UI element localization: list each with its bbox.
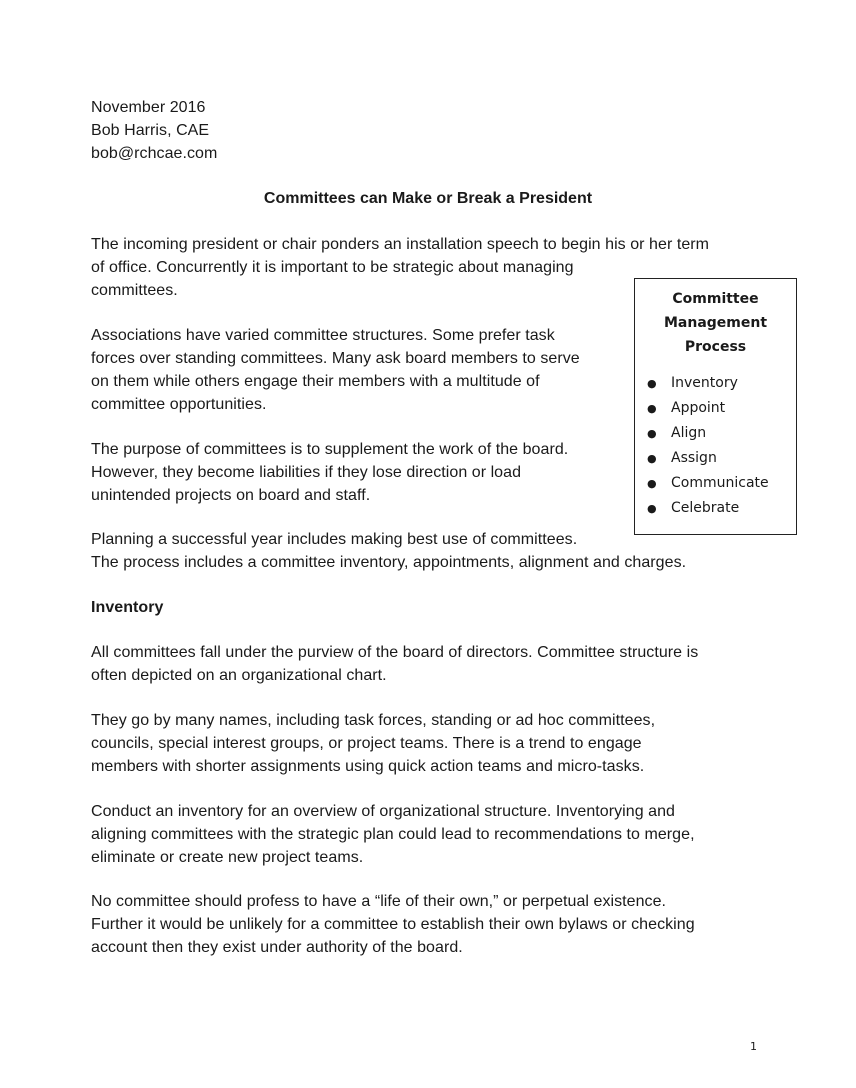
list-item [635, 371, 796, 396]
section-heading-inventory: Inventory [91, 599, 164, 616]
email-line: bob@rchcae.com [91, 145, 218, 162]
date-line: November 2016 [91, 99, 206, 116]
sidebar-title-line: Committee [672, 291, 759, 307]
list-item-label: Appoint [671, 400, 726, 416]
list-item-label: Inventory [671, 375, 738, 391]
bullet-icon: ● [647, 452, 657, 465]
bullet-icon: ● [647, 427, 657, 440]
intro-line: of office. Concurrently it is important to be strategic about managing [91, 259, 574, 276]
inventory-paragraph-line: aligning committees with the strategic plan could lead to recommendations to merge, [91, 826, 695, 843]
list-item-label: Celebrate [671, 500, 740, 516]
list-item-label: Communicate [671, 475, 769, 491]
process-sidebar-box [634, 278, 797, 535]
sidebar-title-line: Process [684, 339, 747, 355]
list-item-label: Assign [671, 450, 717, 466]
structures-line: on them while others engage their members with a multitude of [91, 373, 540, 390]
inventory-paragraph-line: No committee should profess to have a “life of their own,” or perpetual existence. [91, 893, 667, 910]
intro-line: committees. [91, 282, 178, 299]
inventory-paragraph-line: eliminate or create new project teams. [91, 849, 364, 866]
purpose-line: The purpose of committees is to supplement the work of the board. [91, 441, 569, 458]
inventory-paragraph-line: All committees fall under the purview of the board of directors. Committee structure is [91, 644, 699, 661]
list-item [635, 496, 796, 521]
inventory-paragraph-line: councils, special interest groups, or project teams. There is a trend to engage [91, 735, 642, 752]
structures-line: committee opportunities. [91, 396, 267, 413]
author-line: Bob Harris, CAE [91, 122, 210, 139]
inventory-paragraph-line: Conduct an inventory for an overview of organizational structure. Inventorying and [91, 803, 675, 820]
page-number: 1 [750, 1040, 757, 1053]
inventory-paragraph-line: members with shorter assignments using quick action teams and micro-tasks. [91, 758, 645, 775]
list-item [635, 446, 796, 471]
document-title: Committees can Make or Break a President [263, 190, 593, 207]
sidebar-title-line: Management [663, 315, 768, 331]
bullet-icon: ● [647, 502, 657, 515]
list-item [635, 421, 796, 446]
intro-line: The incoming president or chair ponders an installation speech to begin his or her term [91, 236, 710, 253]
bullet-icon: ● [647, 402, 657, 415]
purpose-line: unintended projects on board and staff. [91, 487, 371, 504]
bullet-icon: ● [647, 477, 657, 490]
planning-line: Planning a successful year includes making best use of committees. [91, 531, 578, 548]
planning-line: The process includes a committee inventory, appointments, alignment and charges. [91, 554, 687, 571]
sidebar-title [635, 287, 796, 359]
process-list [635, 371, 796, 521]
list-item [635, 471, 796, 496]
list-item-label: Align [671, 425, 707, 441]
inventory-paragraph-line: often depicted on an organizational chart. [91, 667, 387, 684]
inventory-paragraph-line: Further it would be unlikely for a committee to establish their own bylaws or checking [91, 916, 695, 933]
structures-line: forces over standing committees. Many ask board members to serve [91, 350, 580, 367]
inventory-paragraph-line: account then they exist under authority of the board. [91, 939, 463, 956]
list-item [635, 396, 796, 421]
structures-line: Associations have varied committee structures. Some prefer task [91, 327, 555, 344]
purpose-line: However, they become liabilities if they lose direction or load [91, 464, 522, 481]
inventory-paragraph-line: They go by many names, including task forces, standing or ad hoc committees, [91, 712, 656, 729]
bullet-icon: ● [647, 377, 657, 390]
